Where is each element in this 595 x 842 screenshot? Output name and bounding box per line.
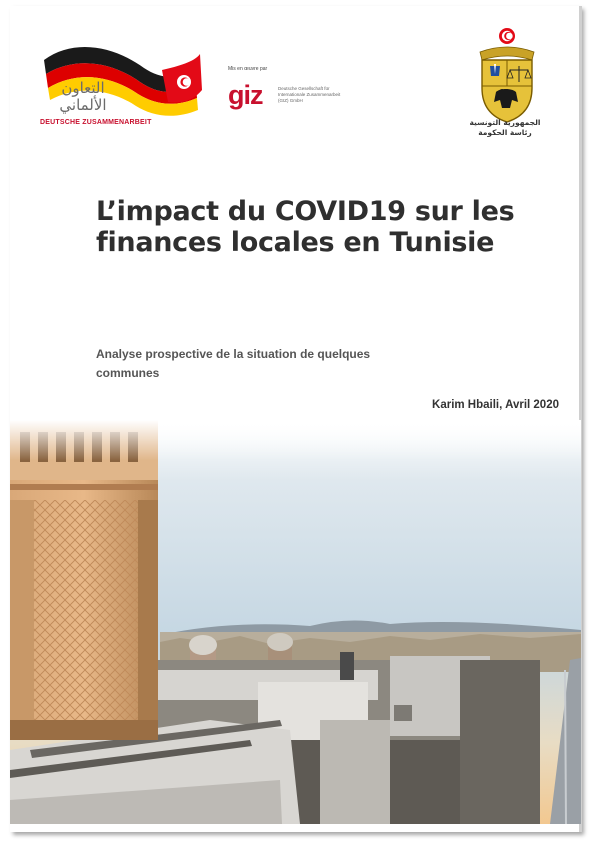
tunisia-presidency-text: رئاسة الحكومة xyxy=(478,128,532,137)
tunisia-coat-of-arms-icon xyxy=(472,26,542,126)
tunisia-republic-text: الجمهورية التونسية xyxy=(469,118,541,127)
german-cooperation-arabic: التعاون الألماني xyxy=(59,79,107,114)
giz-logo xyxy=(228,66,368,126)
cover-photo-tunis-medina xyxy=(10,420,581,824)
author-date: Karim Hbaili, Avril 2020 xyxy=(432,399,559,411)
document-title: L’impact du COVID19 sur les finances locales en Tunisie xyxy=(96,196,515,258)
giz-implemented-by: Mis en œuvre par xyxy=(228,66,268,72)
tunisia-government-label xyxy=(455,118,555,138)
german-cooperation-label: DEUTSCHE ZUSAMMENARBEIT xyxy=(40,119,152,126)
document-subtitle: Analyse prospective de la situation de quelques communes xyxy=(96,347,371,380)
giz-wordmark: giz xyxy=(228,80,263,110)
giz-description: Deutsche Gesellschaft für Internationale Zusammenarbeit (GIZ) GmbH xyxy=(278,86,341,103)
